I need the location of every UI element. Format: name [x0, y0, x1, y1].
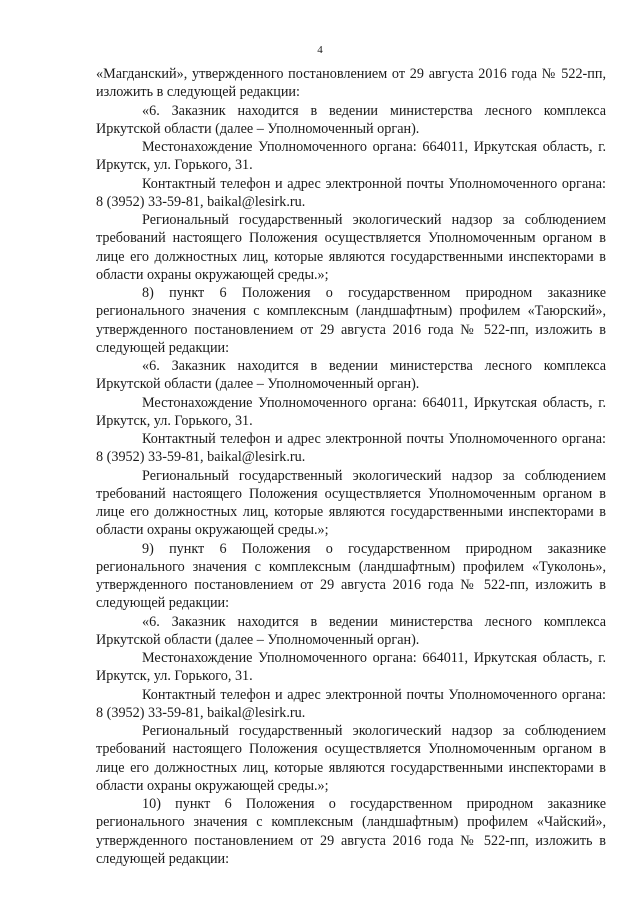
paragraph: 9) пункт 6 Положения о государственном природном заказнике регионального значения с комплексным (ландшафтным) профилем «Туколонь», утвержденного постановлением от 29 августа 2016 года № 522-пп, изложить в следующей редакции: [96, 540, 606, 612]
paragraph: Местонахождение Уполномоченного органа: 664011, Иркутская область, г. Иркутск, ул. Горького, 31. [96, 650, 606, 685]
paragraph: Региональный государственный экологический надзор за соблюдением требований настоящего Положения осуществляется Уполномоченным органом в лице его должностных лиц, которые являются государственными инспекторами в области охраны окружающей среды.»; [96, 467, 606, 539]
paragraph: Контактный телефон и адрес электронной почты Уполномоченного органа: 8 (3952) 33-59-81, baikal@lesirk.ru. [96, 686, 606, 721]
paragraph: «Магданский», утвержденного постановлением от 29 августа 2016 года № 522-пп, изложить в следующей редакции: [96, 66, 606, 101]
paragraph: Контактный телефон и адрес электронной почты Уполномоченного органа: 8 (3952) 33-59-81, baikal@lesirk.ru. [96, 175, 606, 210]
paragraph: 8) пункт 6 Положения о государственном природном заказнике регионального значения с комплексным (ландшафтным) профилем «Таюрский», утвержденного постановлением от 29 августа 2016 года № 522-пп, изложить в следующей редакции: [96, 285, 606, 356]
paragraph: Контактный телефон и адрес электронной почты Уполномоченного органа: 8 (3952) 33-59-81, baikal@lesirk.ru. [96, 431, 606, 466]
paragraph: Региональный государственный экологический надзор за соблюдением требований настоящего Положения осуществляется Уполномоченным органом в лице его должностных лиц, которые являются государственными инспекторами в области охраны окружающей среды.»; [96, 212, 606, 283]
paragraph: «6. Заказник находится в ведении министерства лесного комплекса Иркутской области (далее – Уполномоченный орган). [96, 613, 606, 648]
document-body [96, 65, 606, 868]
paragraph: Местонахождение Уполномоченного органа: 664011, Иркутская область, г. Иркутск, ул. Горького, 31. [96, 139, 606, 174]
paragraph: «6. Заказник находится в ведении министерства лесного комплекса Иркутской области (далее – Уполномоченный орган). [96, 102, 606, 137]
paragraph: «6. Заказник находится в ведении министерства лесного комплекса Иркутской области (далее – Уполномоченный орган). [96, 358, 606, 393]
paragraph: Местонахождение Уполномоченного органа: 664011, Иркутская область, г. Иркутск, ул. Горького, 31. [96, 394, 606, 429]
paragraph: 10) пункт 6 Положения о государственном природном заказнике регионального значения с комплексным (ландшафтным) профилем «Чайский», утвержденного постановлением от 29 августа 2016 года № 522-пп, изложить в следующей редакции: [96, 796, 606, 867]
page-number: 4 [317, 44, 323, 56]
paragraph: Региональный государственный экологический надзор за соблюдением требований настоящего Положения осуществляется Уполномоченным органом в лице его должностных лиц, которые являются государственными инспекторами в области охраны окружающей среды.»; [96, 723, 606, 794]
